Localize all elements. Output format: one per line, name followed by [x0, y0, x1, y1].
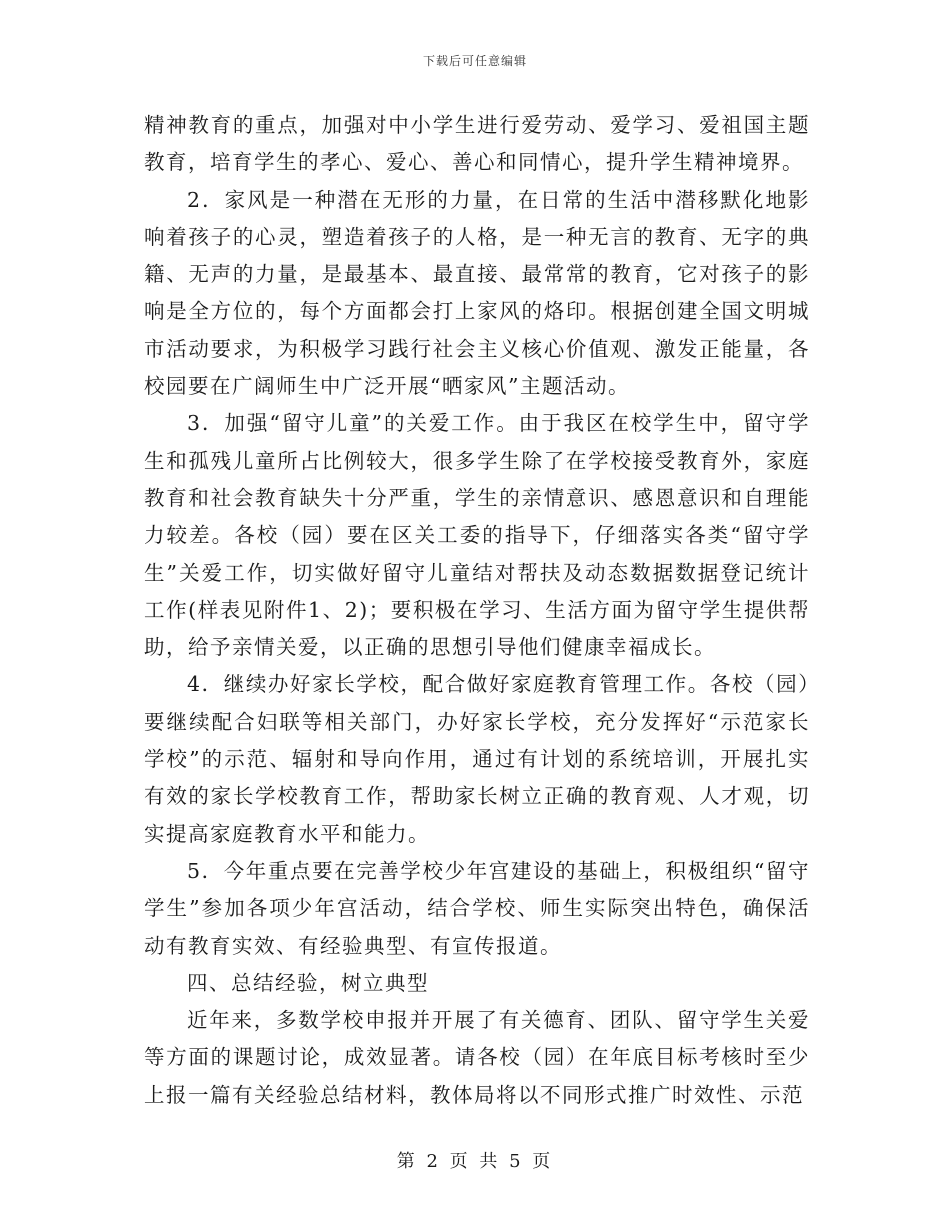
paragraph-item-3-left-behind-children: 3．加强“留守儿童”的关爱工作。由于我区在校学生中，留守学生和孤残儿童所占比例较大，很多学生除了在学校接受教育外，家庭教育和社会教育缺失十分严重，学生的亲情意识、感恩意识和自理能力较差。各校（园）要在区关工委的指导下，仔细落实各类“留守学生”关爱工作，切实做好留守儿童结对帮扶及动态数据数据登记统计工作(样表见附件1、2)；要积极在学习、生活方面为留守学生提供帮助，给予亲情关爱，以正确的思想引导他们健康幸福成长。 — [144, 411, 810, 660]
page-header: 下载后可任意编辑 — [422, 54, 527, 68]
page-number: 第 2 页 共 5 页 — [396, 1151, 554, 1172]
paragraph-item-2-family-style: 2．家风是一种潜在无形的力量，在日常的生活中潜移默化地影响着孩子的心灵，塑造着孩子的人格，是一种无言的教育、无字的典籍、无声的力量，是最基本、最直接、最常常的教育，它对孩子的影响是全方位的，每个方面都会打上家风的烙印。根据创建全国文明城市活动要求，为积极学习践行社会主义核心价值观、激发正能量，各校园要在广阔师生中广泛开展“晒家风”主题活动。 — [144, 187, 810, 399]
document-body — [144, 107, 810, 1114]
section-heading-summarize-experience: 四、总结经验，树立典型 — [187, 970, 429, 995]
paragraph-summary: 近年来，多数学校申报并开展了有关德育、团队、留守学生关爱等方面的课题讨论，成效显著。请各校（园）在年底目标考核时至少上报一篇有关经验总结材料，教体局将以不同形式推广时效性、示范 — [144, 1008, 810, 1107]
paragraph-continued: 精神教育的重点，加强对中小学生进行爱劳动、爱学习、爱祖国主题教育，培育学生的孝心、爱心、善心和同情心，提升学生精神境界。 — [144, 113, 810, 175]
paragraph-item-4-parent-school: 4．继续办好家长学校，配合做好家庭教育管理工作。各校（园）要继续配合妇联等相关部门，办好家长学校，充分发挥好“示范家长学校”的示范、辐射和导向作用，通过有计划的系统培训，开展扎实有效的家长学校教育工作，帮助家长树立正确的教育观、人才观，切实提高家庭教育水平和能力。 — [144, 672, 810, 846]
paragraph-item-5-youth-palace: 5．今年重点要在完善学校少年宫建设的基础上，积极组织“留守学生”参加各项少年宫活动，结合学校、师生实际突出特色，确保活动有教育实效、有经验典型、有宣传报道。 — [144, 858, 810, 958]
